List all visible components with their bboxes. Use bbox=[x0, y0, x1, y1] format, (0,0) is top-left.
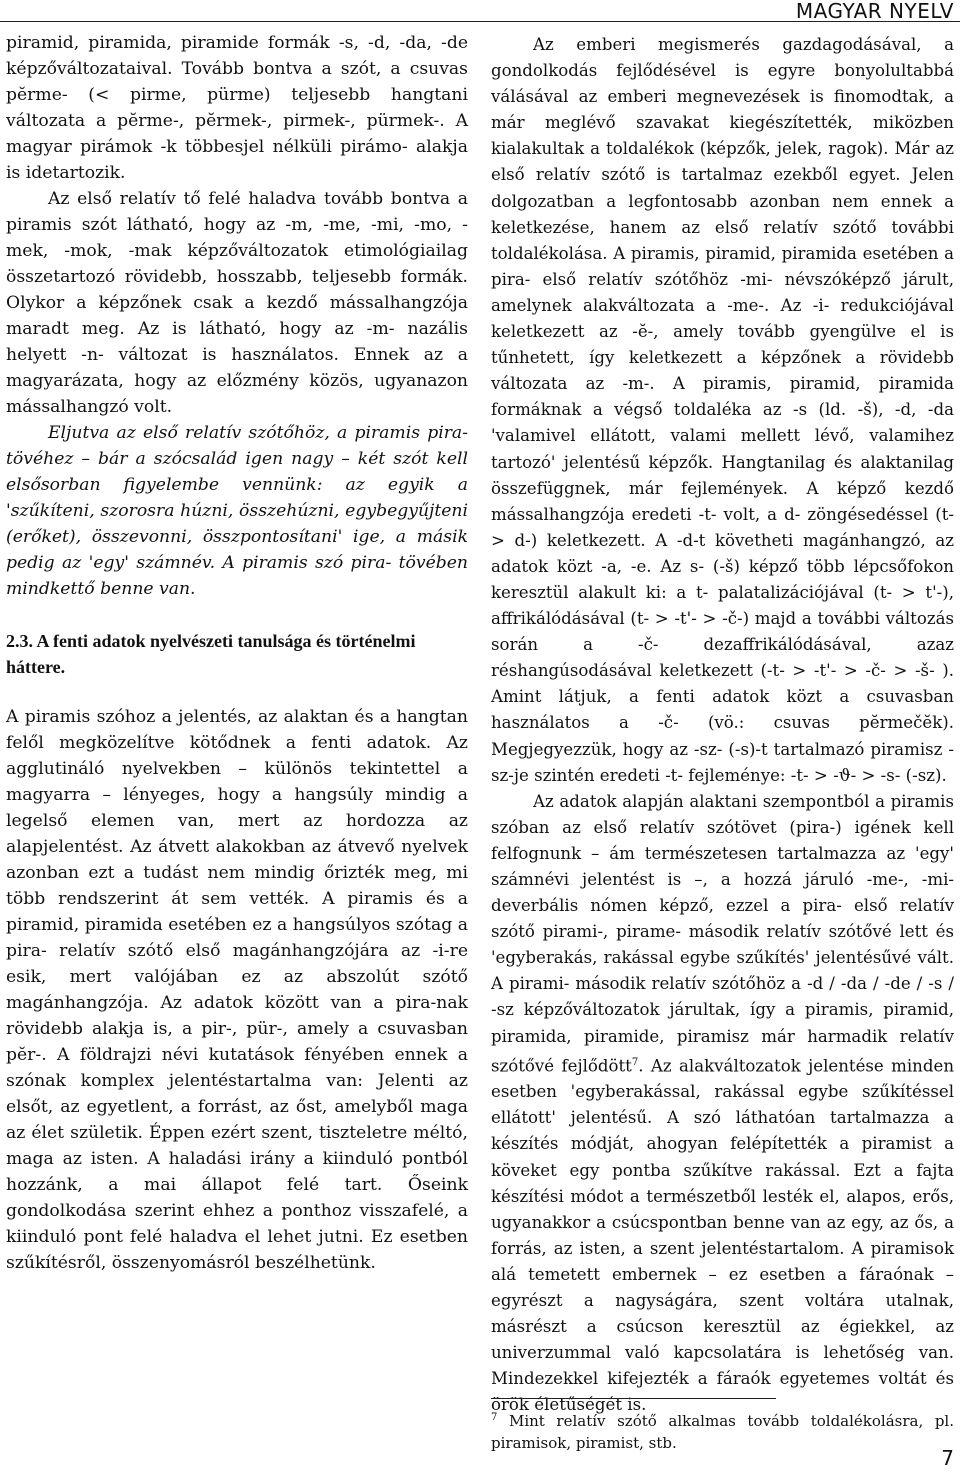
footnote-rule bbox=[491, 1398, 776, 1399]
page-number: 7 bbox=[941, 1446, 954, 1470]
paragraph: piramid, piramida, piramide formák -s, -d, -da, -de képzőváltozataival. Tovább bontva a szót, a csuvas pĕrme- (< pirme, pürme) teljesebb hangtani változata a pĕrme-, pĕrmek-, pirmek-, pürmek-. A magyar pirámok -k többesjel nélküli pirámo- alakja is idetartozik. bbox=[6, 33, 468, 183]
section-heading: 2.3. A fenti adatok nyelvészeti tanulsága és történelmi háttere. bbox=[6, 631, 416, 677]
paragraph: Az emberi megismerés gazdagodásával, a gondolkodás fejlődésével is egyre bonyolultabbá válásával az emberi megnevezések is finomodtak, a már meglévő szavakat kiegészítették, miközben kialakultak a toldalékok (képzők, jelek, ragok). Már az első relatív szótő is tartalmaz ezekből egyet. Jelen dolgozatban a legfontosabb azonban nem ennek a keletkezése, hanem az első relatív szótő további toldalékolása. A piramis, piramid, piramida esetében a pira- első relatív szótőhöz -mi- névszóképző járult, amelynek alakváltozata a -me-. Az -i- redukciójával keletkezett az -ĕ-, amely tovább gyengülve el is tűnhetett, így keletkezett a képzőnek a rövidebb változata az -m-. A piramis, piramid, piramida formáknak a végső toldaléka az -s (ld. -š), -d, -da 'valamivel ellátott, valami mellett lévő, valamihez tartozó' jelentésű képzők. Hangtanilag és alaktanilag összefüggnek, már fejlemények. A képző kezdő mássalhangzója eredeti -t- volt, a d- zöngésedéssel (t- > d-) keletkezett. A -d-t követheti magánhangzó, az adatok közt -a, -e. Az s- (-š) képző több lépcsőfokon keresztül alakult ki: a t- palatalizációjával (t- > t'-), affrikálódásával (t- > -t'- > -č-) majd a további változás során a -č- dezaffrikálódásával, azaz réshangúsodásával keletkezett (-t- > -t'- > -č- > -š- ). Amint látjuk, a fenti adatok közt a csuvasban használatos a -č- (vö.: csuvas pĕrmečĕk). Megjegyezzük, hogy az -sz- (-s)-t tartalmazó piramisz -sz-je szintén eredeti -t- fejleménye: -t- > -ϑ- > -s- (-sz). bbox=[491, 35, 954, 785]
paragraph: Az első relatív tő felé haladva tovább bontva a piramis szót látható, hogy az -m, -me, -mi, -mo, -mek, -mok, -mak képzőváltozatok etimológiailag összetartozó rövidebb, hosszabb, teljesebb formák. Olykor a képzőnek csak a kezdő mássalhangzója maradt meg. Az is látható, hogy az -m- nazális helyett -n- változat is használatos. Ennek az a magyarázata, hogy az előzmény közös, ugyanazon mássalhangzó volt. bbox=[6, 189, 468, 417]
right-column bbox=[491, 32, 954, 1419]
paragraph-text: Az adatok alapján alaktani szempontból a piramis szóban az első relatív szótövet (pira-) igének kell felfognunk – ám természetesen tartalmazza az 'egy' számnévi jelentést is –, a hozzá járuló -me-, -mi- deverbális nómen képző, ezzel a pira- első relatív szótő pirami-, pirame- második relatív szótővé lett és 'egyberakás, rakással egybe szűkítés' jelentésűvé vált. A pirami- második relatív szótőhöz a -d / -da / -de / -s / -sz képzőváltozatok járultak, így a piramis, piramid, piramida, piramide, piramisz már harmadik relatív szótővé fejlődött bbox=[491, 791, 954, 1076]
running-header bbox=[0, 0, 960, 22]
header-rule bbox=[0, 21, 960, 22]
footnote bbox=[491, 1407, 954, 1454]
footnote-reference[interactable]: 7 bbox=[631, 1056, 639, 1068]
paragraph-text: . Az alakváltozatok jelentése minden esetben 'egyberakással, rakással egybe szűkítéssel ellátott' jelentésű. A szó láthatóan tartalmazza a készítés módját, ahogyan felépítették a piramist a köveket egy pontba szűkítve rakással. Ezt a fajta készítési módot a természetből lesték el, alapos, erős, ugyanakkor a csúcspontban benne van az egy, az ős, a forrás, az isten, a szent jelentéstartalom. A piramisok alá temetett embernek – ez esetben a fáraónak – egyrészt a nagyságára, szent voltára utalnak, másrészt a csúcson keresztül az égiekkel, az univerzummal való kapcsolatára is lehetőség van. Mindezekkel kifejezték a fáraók egyetemes voltát és örök életűségét is. bbox=[491, 1056, 955, 1415]
left-column bbox=[6, 30, 468, 1276]
paragraph bbox=[491, 789, 954, 1419]
paragraph: A piramis szóhoz a jelentés, az alaktan és a hangtan felől megközelítve kötődnek a fenti adatok. Az agglutináló nyelvekben – különös tekintettel a magyarra – lényeges, hogy a hangsúly mindig a legelső elemen van, mert az hordozza az alapjelentést. Az átvett alakokban az átvevő nyelvek azonban ezt a tudást nem mindig őrizték meg, mi több rendszerint át sem vették. A piramis és a piramid, piramida esetében ez a hangsúlyos szótag a pira- relatív szótő első magánhangzójára az -i-re esik, mert valójában ez az abszolút szótő magánhangzója. Az adatok között van a pira-nak rövidebb alakja is, a pir-, pür-, amely a csuvasban pĕr-. A földrajzi névi kutatások fényében ennek a szónak komplex jelentéstartalma van: Jelenti az elsőt, az egyetlent, a forrást, az őst, amelyből maga az élet születik. Éppen ezért szent, tiszteletre méltó, maga az isten. A haladási irány a kiinduló pontból hozzánk, a mai állapot felé tart. Őseink gondolkodása szerint ehhez a ponthoz visszafelé, a kiinduló pont felé haladva el lehet jutni. Ez esetben szűkítésről, összenyomásról beszélhetünk. bbox=[6, 707, 468, 1273]
journal-title: MAGYAR NYELV bbox=[795, 0, 954, 23]
footnote-number: 7 bbox=[491, 1412, 498, 1423]
paragraph: Eljutva az első relatív szótőhöz, a piramis pira- tövéhez – bár a szócsalád igen nagy – két szót kell elsősorban figyelembe vennünk: az egyik a 'szűkíteni, szorosra húzni, összehúzni, egybegyűjteni (erőket), összevonni, összpontosítani' ige, a másik pedig az 'egy' számnév. A piramis szó pira- tövében mindkettő benne van. bbox=[6, 423, 468, 599]
footnote-text: Mint relatív szótő alkalmas tovább toldalékolásra, pl. piramisok, piramist, stb. bbox=[491, 1412, 954, 1452]
